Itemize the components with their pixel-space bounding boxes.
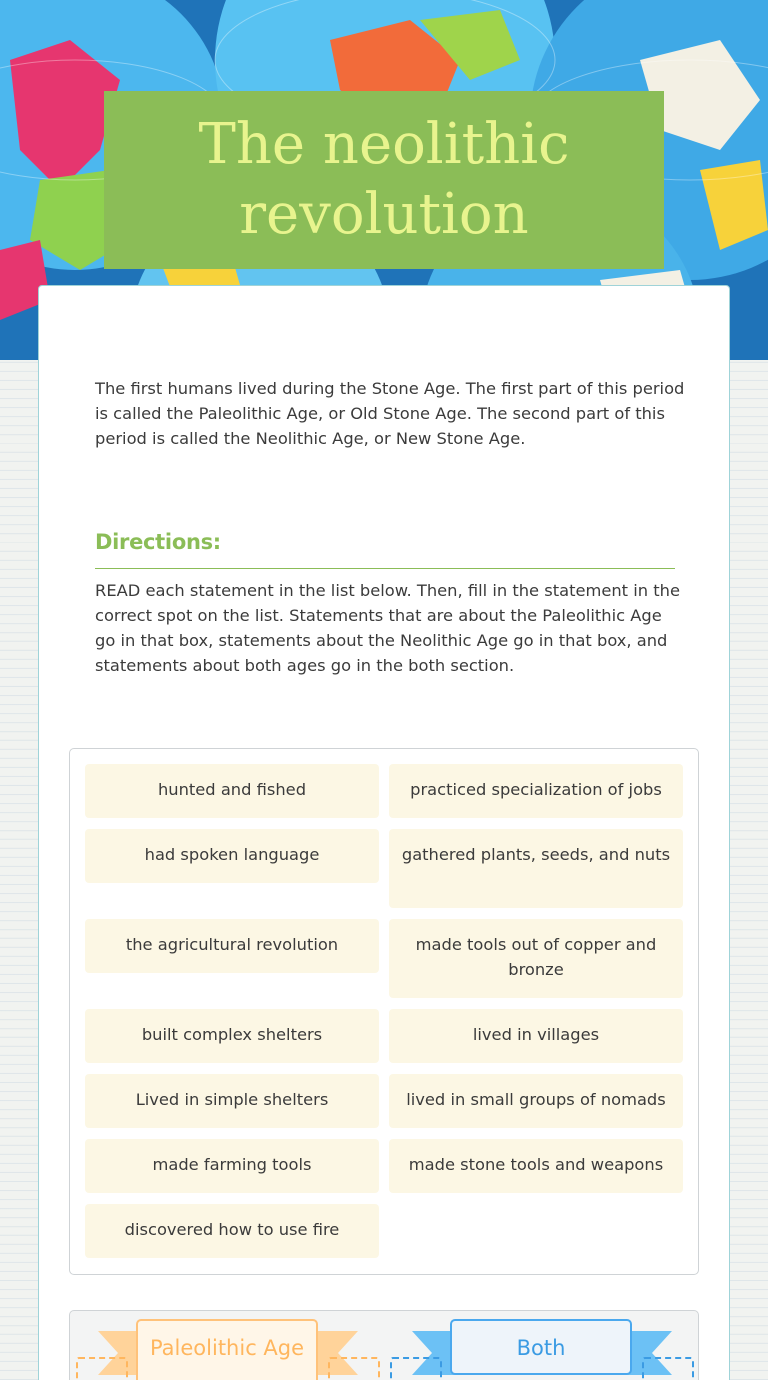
statement-chip[interactable]: made stone tools and weapons [389, 1139, 683, 1193]
statement-bank [69, 748, 699, 1275]
statement-chip[interactable]: had spoken language [85, 829, 379, 883]
statement-chip[interactable]: practiced specialization of jobs [389, 764, 683, 818]
paleolithic-drop-zone-right[interactable] [328, 1357, 380, 1380]
directions-divider [95, 568, 675, 569]
statement-chip[interactable]: built complex shelters [85, 1009, 379, 1063]
statement-chip[interactable]: made tools out of copper and bronze [389, 919, 683, 998]
worksheet-card [38, 285, 730, 1380]
both-drop-zone-left[interactable] [390, 1357, 442, 1380]
statement-chip[interactable]: Lived in simple shelters [85, 1074, 379, 1128]
page-title: The neolithic revolution [198, 112, 570, 247]
sorting-area [69, 1310, 699, 1380]
statement-chip[interactable]: gathered plants, seeds, and nuts [389, 829, 683, 908]
directions-text: READ each statement in the list below. Then, fill in the statement in the correct spot on the list. Statements that are about the Paleolithic Age go in that box, statements about the Neolithic Age go in that box, and statements about both ages go in the both section. [95, 581, 680, 675]
paleolithic-drop-zone-left[interactable] [76, 1357, 128, 1380]
paleolithic-bin-title: Paleolithic Age [136, 1319, 318, 1380]
statement-chip[interactable]: made farming tools [85, 1139, 379, 1193]
both-bin-title: Both [450, 1319, 632, 1375]
intro-text: The first humans lived during the Stone Age. The first part of this period is called the Paleolithic Age, or Old Stone Age. The second part of this period is called the Neolithic Age, or New Stone Age. [95, 379, 685, 448]
title-banner [104, 91, 664, 269]
statement-chip[interactable]: the agricultural revolution [85, 919, 379, 973]
directions-heading: Directions: [95, 530, 221, 554]
statement-chip[interactable]: lived in small groups of nomads [389, 1074, 683, 1128]
statement-chip[interactable]: discovered how to use fire [85, 1204, 379, 1258]
statement-chip[interactable]: lived in villages [389, 1009, 683, 1063]
both-drop-zone-right[interactable] [642, 1357, 694, 1380]
statement-chip[interactable]: hunted and fished [85, 764, 379, 818]
